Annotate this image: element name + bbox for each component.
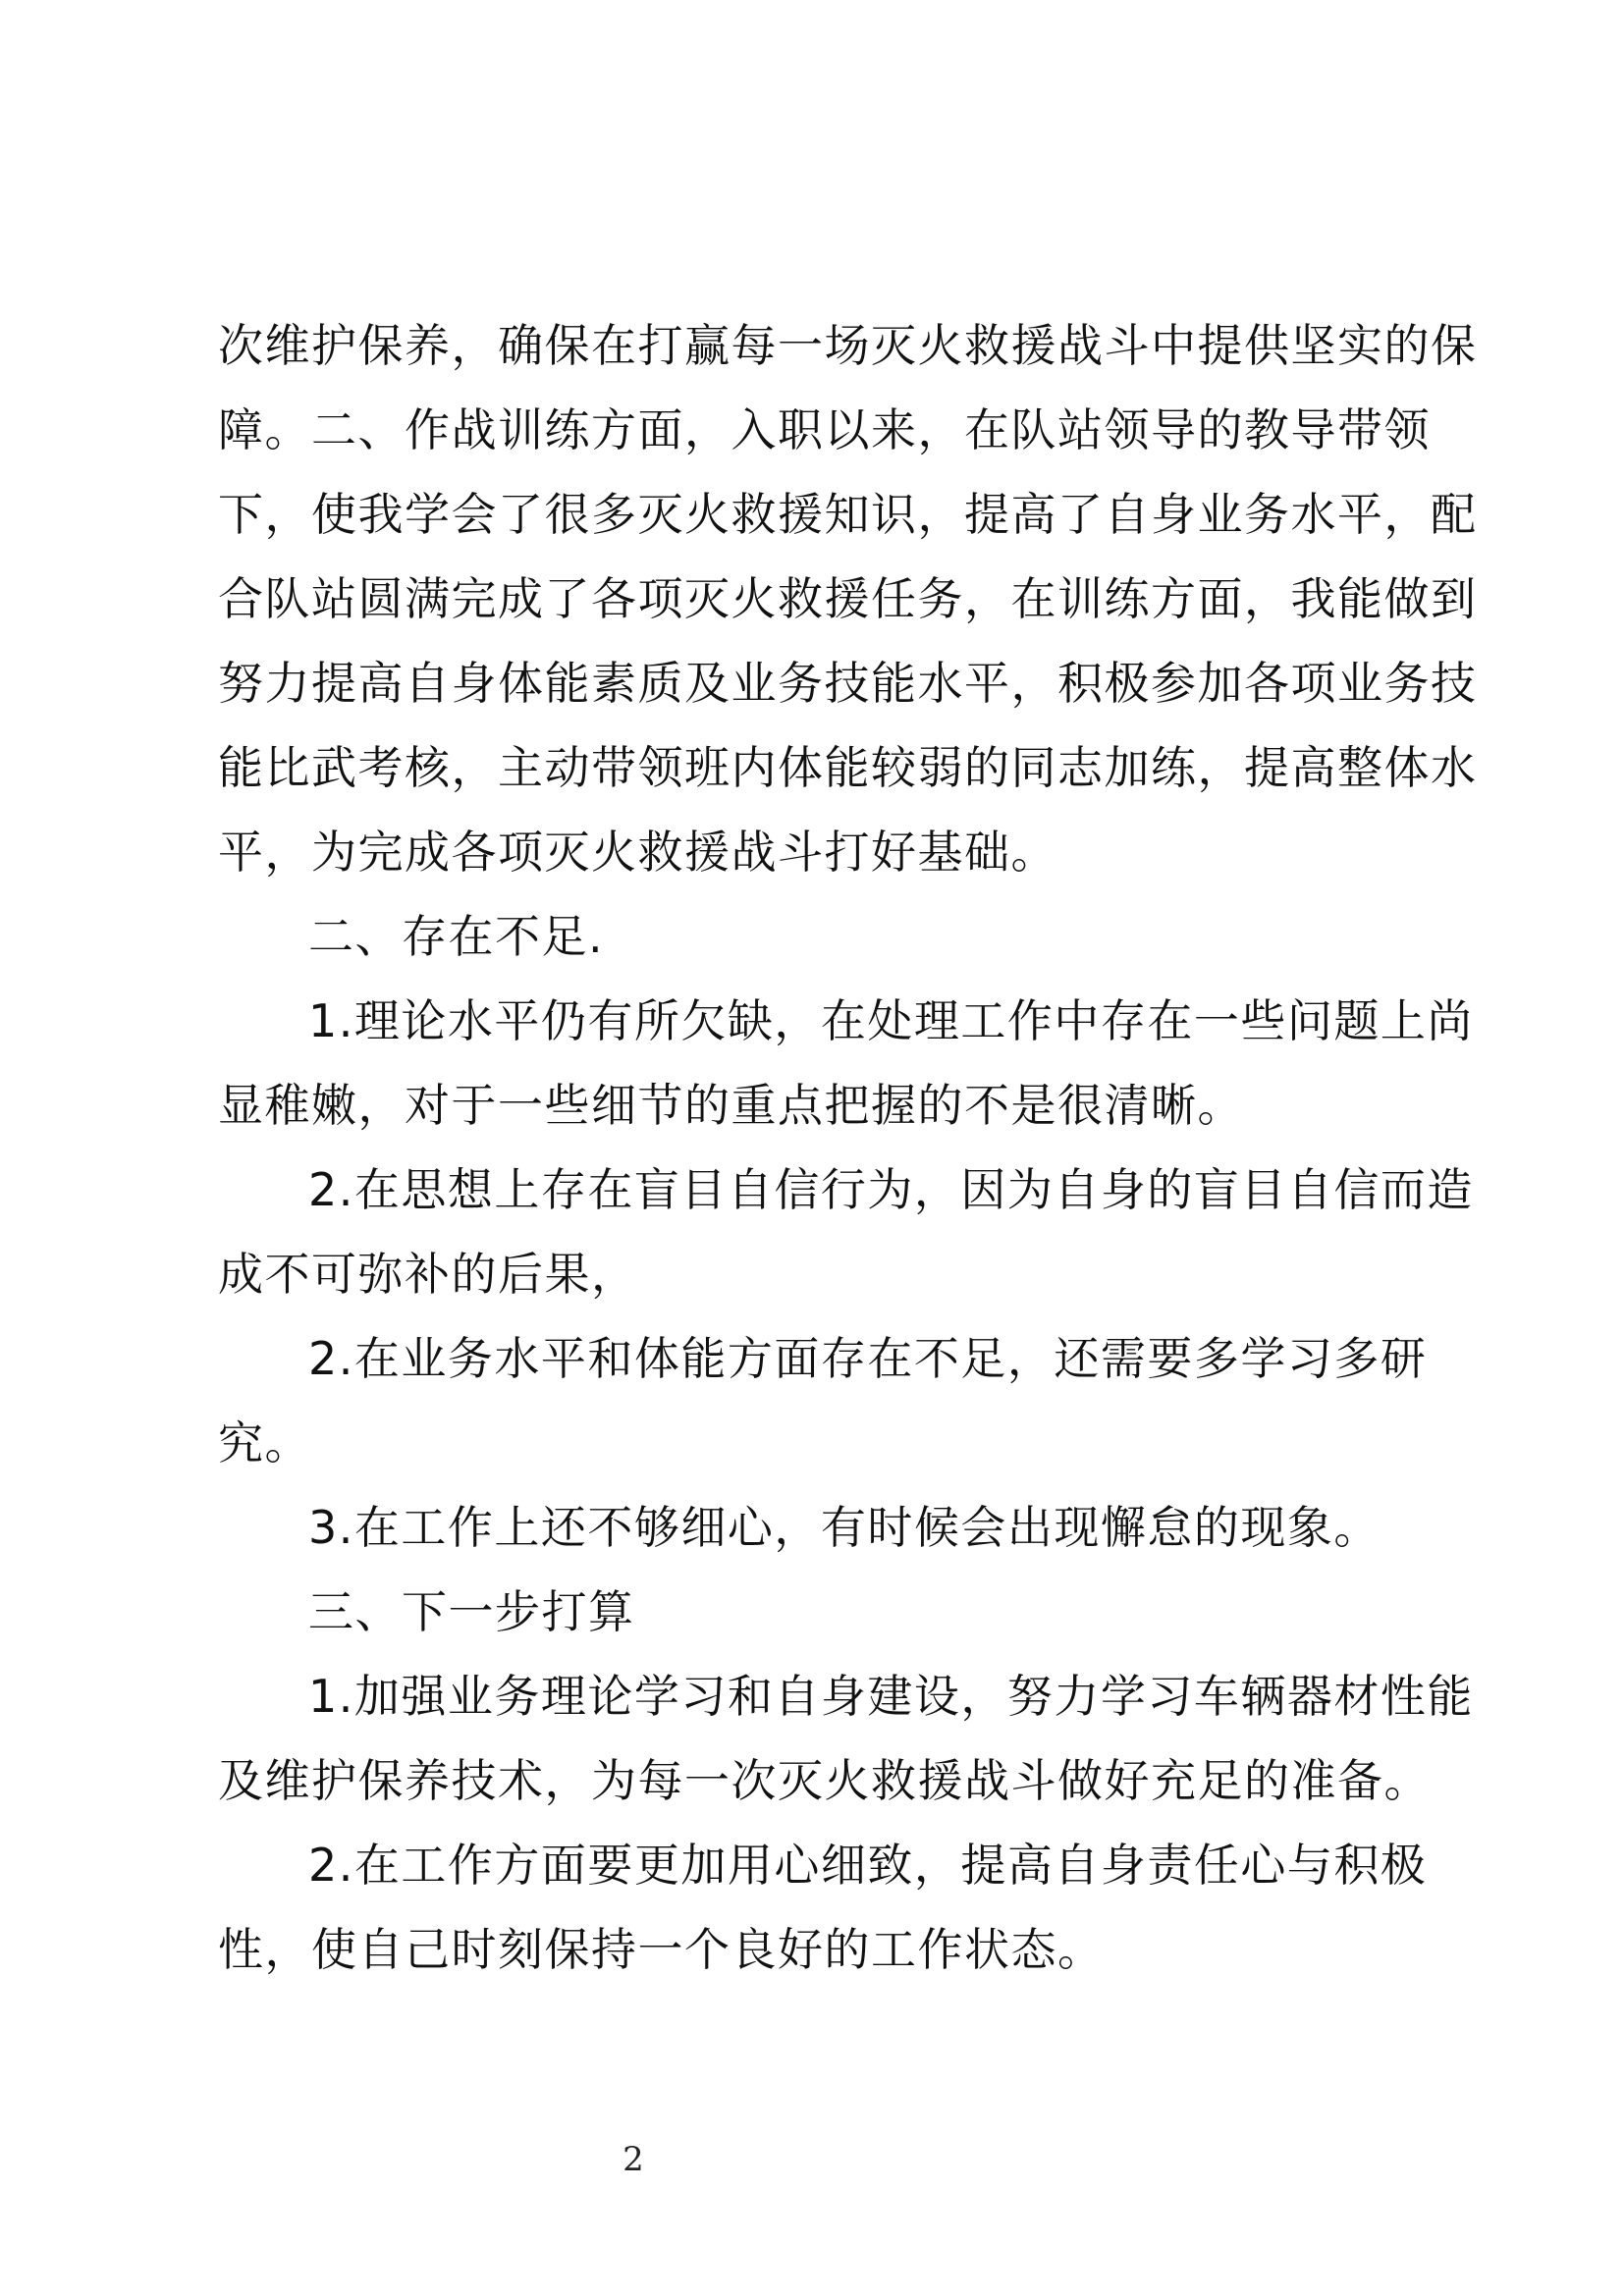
text-line: 2.在工作方面要更加用心细致，提高自身责任心与积极 — [308, 1839, 1428, 1892]
section-heading-next-steps: 三、下一步打算 — [308, 1585, 635, 1638]
text-line: 次维护保养，确保在打赢每一场灭火救援战斗中提供坚实的保 — [218, 319, 1478, 372]
text-line: 能比武考核，主动带领班内体能较弱的同志加练，提高整体水 — [218, 741, 1478, 794]
text-line: 究。 — [218, 1416, 311, 1469]
text-line: 障。二、作战训练方面，入职以来，在队站领导的教导带领 — [218, 403, 1431, 456]
text-line: 3.在工作上还不够细心，有时候会出现懈怠的现象。 — [308, 1501, 1380, 1554]
text-line: 平，为完成各项灭火救援战斗打好基础。 — [218, 826, 1057, 879]
text-line: 显稚嫩，对于一些细节的重点把握的不是很清晰。 — [218, 1079, 1244, 1132]
section-heading-shortcomings: 二、存在不足. — [308, 910, 605, 963]
text-line: 及维护保养技术，为每一次灭火救援战斗做好充足的准备。 — [218, 1754, 1431, 1807]
text-line: 成不可弥补的后果， — [218, 1248, 638, 1301]
document-body — [218, 303, 1478, 1992]
text-line: 合队站圆满完成了各项灭火救援任务，在训练方面，我能做到 — [218, 572, 1478, 625]
text-line: 下，使我学会了很多灭火救援知识，提高了自身业务水平，配 — [218, 488, 1478, 541]
page-number: 2 — [623, 2140, 644, 2179]
text-line: 1.理论水平仍有所欠缺，在处理工作中存在一些问题上尚 — [308, 994, 1474, 1047]
text-line: 2.在业务水平和体能方面存在不足，还需要多学习多研 — [308, 1332, 1428, 1385]
text-line: 努力提高自身体能素质及业务技能水平，积极参加各项业务技 — [218, 657, 1478, 710]
text-line: 性，使自己时刻保持一个良好的工作状态。 — [218, 1923, 1105, 1976]
text-line: 2.在思想上存在盲目自信行为，因为自身的盲目自信而造 — [308, 1163, 1474, 1216]
text-line: 1.加强业务理论学习和自身建设，努力学习车辆器材性能 — [308, 1670, 1474, 1723]
